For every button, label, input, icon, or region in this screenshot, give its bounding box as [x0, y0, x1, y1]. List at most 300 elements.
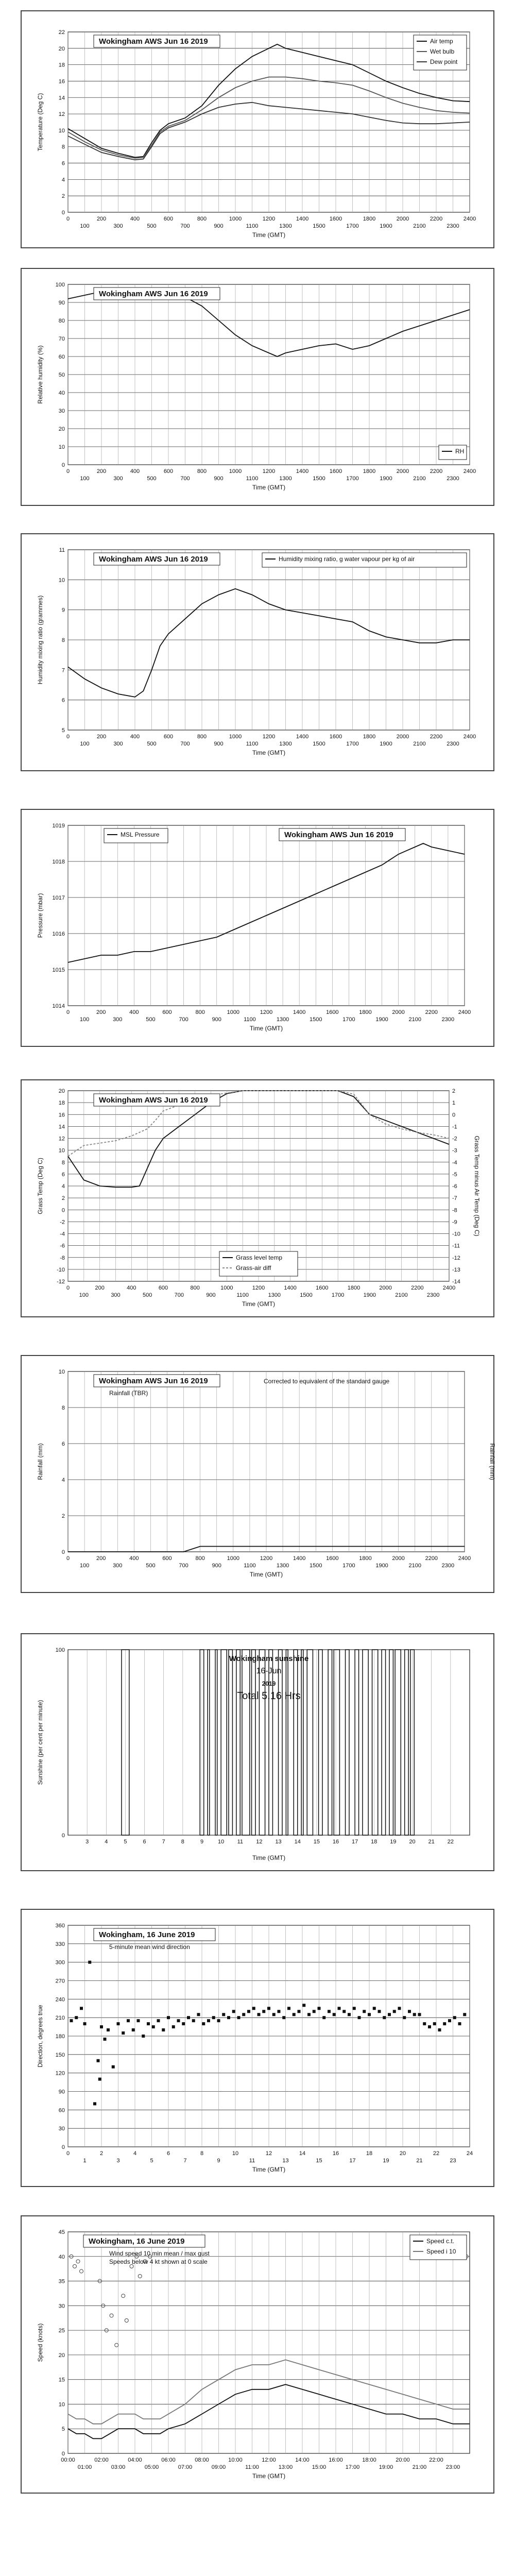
x-tick-label: 09:00 — [211, 2464, 226, 2470]
data-point — [83, 2022, 87, 2025]
x-tick-label: 200 — [95, 1285, 105, 1291]
x-tick-label: 07:00 — [178, 2464, 193, 2470]
x-tick-label: 14 — [294, 1839, 301, 1845]
y-tick-label: 0 — [61, 2451, 65, 2457]
x-tick-label: 400 — [127, 1285, 136, 1291]
y-tick-label: 6 — [61, 1171, 65, 1178]
x-tick-label: 3 — [116, 2158, 120, 2164]
data-point — [182, 2022, 185, 2025]
y-axis-label: Grass Temp (Deg C) — [37, 1158, 44, 1214]
y-axis-label: Pressure (mbar) — [37, 893, 44, 938]
x-tick-label: 1000 — [229, 216, 242, 222]
x-tick-label: 100 — [79, 1016, 90, 1023]
data-point — [418, 2013, 421, 2016]
x-tick-label: 14 — [299, 2150, 306, 2157]
x-tick-label: 11 — [249, 2158, 255, 2164]
x-tick-label: 12:00 — [262, 2457, 276, 2463]
chart-panel-humidity — [21, 268, 494, 506]
y-tick-label: 25 — [58, 2328, 65, 2334]
x-tick-label: 23:00 — [445, 2464, 460, 2470]
x-tick-label: 800 — [190, 1285, 200, 1291]
x-tick-label: 1300 — [276, 1563, 289, 1569]
x-tick-label: 1600 — [316, 1285, 329, 1291]
x-tick-label: 8 — [181, 1839, 184, 1845]
x-tick-label: 13 — [275, 1839, 282, 1845]
x-tick-label: 1400 — [284, 1285, 297, 1291]
x-tick-label: 300 — [113, 741, 123, 747]
y-right-tick-label: -11 — [452, 1243, 460, 1249]
x-tick-label: 16:00 — [329, 2457, 343, 2463]
y-tick-label: 40 — [58, 2253, 65, 2260]
data-point — [443, 2022, 446, 2025]
y-right-tick-label: -10 — [452, 1231, 460, 1238]
x-tick-label: 2200 — [425, 1555, 438, 1562]
data-point — [458, 2022, 461, 2025]
data-point — [167, 2016, 170, 2019]
data-point — [267, 2007, 270, 2010]
x-tick-label: 1700 — [346, 741, 359, 747]
legend-entry: RH — [455, 448, 465, 455]
data-point — [428, 2025, 431, 2028]
x-tick-label: 1800 — [347, 1285, 360, 1291]
x-tick-label: 2400 — [463, 734, 476, 740]
x-axis-label: Time (GMT) — [252, 231, 286, 239]
x-tick-label: 300 — [113, 223, 123, 229]
x-tick-label: 300 — [113, 1016, 123, 1023]
x-tick-label: 2100 — [413, 741, 426, 747]
y-axis-label: Relative humidity (%) — [37, 345, 44, 404]
data-point — [212, 2016, 215, 2019]
x-tick-label: 2100 — [408, 1016, 421, 1023]
x-tick-label: 100 — [79, 1563, 90, 1569]
data-point — [378, 2010, 381, 2013]
sunshine-total: Total 5.16 Hrs — [237, 1690, 301, 1702]
x-tick-label: 0 — [66, 2150, 70, 2157]
y-tick-label: 14 — [58, 1124, 65, 1130]
x-tick-label: 600 — [163, 216, 174, 222]
data-point — [438, 2028, 441, 2031]
y-tick-label: 0 — [61, 462, 65, 468]
x-tick-label: 1800 — [363, 468, 376, 474]
x-tick-label: 700 — [180, 741, 190, 747]
x-tick-label: 2400 — [442, 1285, 456, 1291]
chart-title: Wokingham AWS Jun 16 2019 — [99, 37, 208, 46]
x-tick-label: 1900 — [375, 1016, 388, 1023]
x-tick-label: 1500 — [310, 1563, 322, 1569]
x-tick-label: 400 — [130, 216, 140, 222]
x-tick-label: 06:00 — [161, 2457, 176, 2463]
y-right-tick-label: -7 — [452, 1195, 457, 1202]
y-tick-label: 0 — [61, 1207, 65, 1214]
y-tick-label: 16 — [58, 78, 65, 85]
y-tick-label: 6 — [61, 1441, 65, 1447]
chart-annotation: 2019 — [262, 1680, 276, 1687]
x-tick-label: 1700 — [346, 223, 359, 229]
x-tick-label: 2400 — [463, 468, 476, 474]
y-right-tick-label: -2 — [452, 1136, 457, 1142]
x-axis-label: Time (GMT) — [249, 1025, 283, 1032]
x-tick-label: 2000 — [396, 468, 409, 474]
y-tick-label: 9 — [61, 607, 65, 614]
chart-svg-6 — [22, 1634, 493, 1870]
legend-entry: Air temp — [430, 38, 453, 45]
y-tick-label: 180 — [55, 2033, 65, 2040]
chart-svg-4 — [22, 1080, 493, 1316]
chart-subtitle: Rainfall (TBR) — [109, 1389, 148, 1397]
data-point — [298, 2010, 301, 2013]
data-point — [97, 2059, 100, 2062]
x-tick-label: 1600 — [326, 1009, 339, 1015]
y-tick-label: 11 — [59, 547, 65, 553]
data-point — [358, 2016, 361, 2019]
x-tick-label: 2200 — [430, 734, 443, 740]
y-tick-label: 1019 — [52, 823, 65, 829]
data-point — [287, 2007, 290, 2010]
data-point — [107, 2028, 110, 2031]
x-tick-label: 400 — [130, 734, 140, 740]
chart-annotation: Speeds below 4 kt shown at 0 scale — [109, 2258, 208, 2265]
data-point — [207, 2019, 210, 2022]
y-tick-label: 210 — [55, 2015, 65, 2022]
y-tick-label: 270 — [55, 1978, 65, 1985]
chart-title: Wokingham AWS Jun 16 2019 — [99, 555, 208, 564]
x-axis-label: Time (GMT) — [252, 1854, 286, 1861]
data-point — [80, 2007, 83, 2010]
x-tick-label: 11 — [237, 1839, 243, 1845]
y-tick-label: 20 — [58, 2352, 65, 2359]
x-tick-label: 1500 — [313, 741, 325, 747]
data-point — [142, 2035, 145, 2038]
x-tick-label: 1100 — [244, 1563, 256, 1569]
y-tick-label: -8 — [60, 1255, 65, 1261]
x-tick-label: 1100 — [246, 741, 259, 747]
x-tick-label: 17 — [352, 1839, 358, 1845]
y-tick-label: 8 — [61, 637, 65, 643]
y-tick-label: 90 — [58, 300, 65, 306]
x-tick-label: 1800 — [359, 1555, 372, 1562]
y-tick-label: 4 — [61, 1477, 65, 1483]
chart-title: Wokingham, 16 June 2019 — [89, 2237, 185, 2246]
x-tick-label: 4 — [105, 1839, 108, 1845]
x-tick-label: 1100 — [246, 476, 259, 482]
data-point — [117, 2022, 120, 2025]
x-tick-label: 600 — [158, 1285, 168, 1291]
y-right-tick-label: -14 — [452, 1279, 460, 1285]
y-tick-label: 70 — [58, 336, 65, 342]
y-axis-label: Humidity mixing ratio (grammes) — [37, 595, 44, 685]
data-point — [328, 2010, 331, 2013]
y-tick-label: 30 — [58, 408, 65, 414]
data-point — [70, 2019, 73, 2022]
x-tick-label: 500 — [146, 1563, 156, 1569]
x-tick-label: 1700 — [342, 1563, 355, 1569]
data-point — [393, 2010, 396, 2013]
y-tick-label: 0 — [61, 210, 65, 216]
data-point — [147, 2022, 150, 2025]
data-point — [453, 2016, 456, 2019]
x-axis-label: Time (GMT) — [252, 2166, 286, 2173]
data-point — [363, 2010, 366, 2013]
data-point — [162, 2028, 165, 2031]
y-axis-label: Sunshine (per cent per minute) — [37, 1700, 44, 1785]
x-tick-label: 19:00 — [379, 2464, 393, 2470]
x-tick-label: 100 — [80, 476, 90, 482]
x-tick-label: 08:00 — [195, 2457, 209, 2463]
x-tick-label: 12 — [265, 2150, 272, 2157]
x-tick-label: 1400 — [296, 216, 309, 222]
data-point — [137, 2019, 140, 2022]
y-axis-label: Direction, degrees true — [37, 2005, 44, 2067]
x-tick-label: 8 — [200, 2150, 204, 2157]
x-tick-label: 900 — [206, 1292, 216, 1298]
y-tick-label: 90 — [58, 2089, 65, 2095]
x-tick-label: 1400 — [293, 1009, 306, 1015]
chart-title: Wokingham AWS Jun 16 2019 — [284, 831, 393, 839]
x-tick-label: 10 — [218, 1839, 225, 1845]
data-point — [368, 2013, 371, 2016]
legend-entry: Speed c.t. — [426, 2238, 455, 2245]
x-tick-label: 2100 — [413, 223, 426, 229]
data-point — [272, 2013, 276, 2016]
data-point — [373, 2007, 376, 2010]
legend-entry: Wet bulb — [430, 48, 455, 55]
y-tick-label: 1015 — [52, 967, 65, 973]
y-tick-label: 14 — [58, 95, 65, 101]
y-axis-label: Speed (knots) — [37, 2323, 44, 2362]
y-right-tick-label: -4 — [452, 1159, 457, 1166]
x-tick-label: 500 — [147, 476, 157, 482]
x-tick-label: 1600 — [326, 1555, 339, 1562]
x-tick-label: 1200 — [260, 1009, 273, 1015]
chart-panel-wind-speed — [21, 2215, 494, 2494]
data-point — [112, 2065, 115, 2069]
x-tick-label: 1300 — [279, 741, 292, 747]
x-tick-label: 22 — [447, 1839, 454, 1845]
x-axis-label: Time (GMT) — [252, 749, 286, 756]
chart-svg-7 — [22, 1910, 493, 2186]
x-tick-label: 04:00 — [128, 2457, 142, 2463]
x-axis-label: Time (GMT) — [252, 2472, 286, 2480]
chart-subtitle: 5-minute mean wind direction — [109, 1943, 190, 1951]
y-right-tick-label: -6 — [452, 1183, 457, 1190]
x-tick-label: 2100 — [408, 1563, 421, 1569]
x-tick-label: 700 — [174, 1292, 184, 1298]
y-tick-label: 2 — [61, 193, 65, 200]
x-tick-label: 13 — [282, 2158, 289, 2164]
x-tick-label: 21:00 — [412, 2464, 427, 2470]
legend-entry: Humidity mixing ratio, g water vapour per kg of air — [279, 555, 415, 563]
data-point — [433, 2022, 436, 2025]
y-tick-label: -4 — [60, 1231, 65, 1238]
x-tick-label: 100 — [80, 223, 90, 229]
x-tick-label: 19 — [383, 2158, 389, 2164]
y-tick-label: 6 — [61, 697, 65, 704]
x-tick-label: 2300 — [441, 1016, 455, 1023]
y-tick-label: 150 — [55, 2052, 65, 2058]
chart-panel-temperature — [21, 10, 494, 248]
chart-panel-pressure — [21, 809, 494, 1047]
chart-svg-5 — [22, 1356, 496, 1592]
data-point — [423, 2022, 426, 2025]
x-tick-label: 2 — [99, 2150, 104, 2157]
y-tick-label: 1017 — [52, 895, 65, 901]
data-point — [197, 2013, 200, 2016]
y-tick-label: 20 — [58, 1088, 65, 1094]
x-tick-label: 24 — [466, 2150, 473, 2157]
y-tick-label: 10 — [58, 577, 65, 584]
y-tick-label: 10 — [58, 444, 65, 450]
x-tick-label: 18 — [371, 1839, 377, 1845]
y-axis-label: Temperature (Deg C) — [37, 93, 44, 151]
x-tick-label: 2300 — [447, 476, 459, 482]
x-tick-label: 100 — [79, 1292, 89, 1298]
x-tick-label: 23 — [450, 2158, 456, 2164]
y-tick-label: 12 — [58, 111, 65, 118]
data-point — [127, 2019, 130, 2022]
data-point — [278, 2010, 281, 2013]
chart-svg-0 — [22, 11, 493, 247]
x-tick-label: 2200 — [411, 1285, 424, 1291]
y-tick-label: 6 — [61, 160, 65, 167]
legend-entry: Dew point — [430, 58, 458, 65]
x-tick-label: 1 — [83, 2158, 87, 2164]
data-point — [448, 2019, 451, 2022]
x-tick-label: 13:00 — [278, 2464, 293, 2470]
y-tick-label: 60 — [58, 2107, 65, 2114]
x-tick-label: 10 — [232, 2150, 239, 2157]
x-tick-label: 1600 — [329, 734, 342, 740]
y-tick-label: -12 — [57, 1279, 65, 1285]
data-point — [408, 2010, 411, 2013]
x-tick-label: 1200 — [262, 216, 276, 222]
x-tick-label: 2000 — [379, 1285, 392, 1291]
x-tick-label: 200 — [96, 734, 107, 740]
chart-panel-mixing-ratio — [21, 533, 494, 771]
x-tick-label: 21 — [416, 2158, 423, 2164]
x-tick-label: 400 — [129, 1555, 139, 1562]
x-tick-label: 900 — [214, 476, 224, 482]
data-point — [398, 2007, 401, 2010]
x-tick-label: 600 — [162, 1555, 172, 1562]
y-tick-label: 330 — [55, 1941, 65, 1947]
x-tick-label: 400 — [129, 1009, 139, 1015]
data-point — [232, 2010, 235, 2013]
data-point — [98, 2078, 101, 2081]
x-tick-label: 0 — [66, 734, 70, 740]
x-tick-label: 1900 — [375, 1563, 388, 1569]
x-tick-label: 2100 — [413, 476, 426, 482]
y-tick-label: 1018 — [52, 859, 65, 865]
data-point — [93, 2102, 96, 2105]
x-tick-label: 0 — [66, 1555, 70, 1562]
x-tick-label: 1200 — [262, 468, 276, 474]
x-tick-label: 22 — [433, 2150, 440, 2157]
y-tick-label: 20 — [58, 45, 65, 52]
y-tick-label: 80 — [58, 318, 65, 324]
x-tick-label: 05:00 — [144, 2464, 159, 2470]
y-right-tick-label: -13 — [452, 1266, 460, 1273]
y-tick-label: 4 — [61, 1183, 65, 1190]
x-tick-label: 19 — [390, 1839, 397, 1845]
x-tick-label: 2200 — [425, 1009, 438, 1015]
x-tick-label: 1500 — [300, 1292, 313, 1298]
data-point — [177, 2019, 180, 2022]
y-right-tick-label: -3 — [452, 1147, 457, 1154]
x-tick-label: 1700 — [342, 1016, 355, 1023]
x-tick-label: 17 — [349, 2158, 356, 2164]
data-point — [157, 2019, 160, 2022]
y-tick-label: 0 — [61, 1549, 65, 1555]
x-tick-label: 200 — [96, 1555, 106, 1562]
x-tick-label: 15 — [313, 1839, 320, 1845]
x-tick-label: 1300 — [276, 1016, 289, 1023]
y-tick-label: 10 — [58, 1369, 65, 1375]
y-tick-label: 20 — [58, 426, 65, 432]
x-tick-label: 500 — [147, 223, 157, 229]
x-tick-label: 01:00 — [77, 2464, 92, 2470]
x-tick-label: 1600 — [329, 468, 342, 474]
x-tick-label: 900 — [212, 1563, 221, 1569]
y-tick-label: 16 — [58, 1112, 65, 1118]
data-point — [227, 2016, 230, 2019]
x-tick-label: 7 — [162, 1839, 165, 1845]
x-tick-label: 400 — [130, 468, 140, 474]
y-tick-label: 18 — [58, 1100, 65, 1107]
x-tick-label: 300 — [113, 1563, 123, 1569]
x-tick-label: 0 — [66, 1009, 70, 1015]
x-tick-label: 00:00 — [61, 2457, 75, 2463]
chart-title: Wokingham AWS Jun 16 2019 — [99, 290, 208, 298]
y-tick-label: 10 — [58, 2401, 65, 2408]
x-tick-label: 6 — [143, 1839, 146, 1845]
data-point — [217, 2019, 220, 2022]
x-tick-label: 800 — [197, 216, 207, 222]
y-tick-label: 360 — [55, 1923, 65, 1929]
y-tick-label: -2 — [60, 1219, 65, 1226]
x-tick-label: 4 — [133, 2150, 137, 2157]
x-tick-label: 1700 — [346, 476, 359, 482]
y-tick-label: 0 — [61, 1833, 65, 1839]
chart-svg-3 — [22, 810, 493, 1046]
data-point — [192, 2019, 195, 2022]
data-point — [282, 2016, 285, 2019]
data-point — [237, 2016, 241, 2019]
x-tick-label: 700 — [180, 223, 190, 229]
y-tick-label: 60 — [58, 354, 65, 360]
x-tick-label: 2000 — [396, 734, 409, 740]
chart-svg-1 — [22, 269, 493, 505]
y-right-tick-label: -1 — [452, 1124, 457, 1130]
data-point — [318, 2007, 321, 2010]
y-tick-label: 10 — [58, 1147, 65, 1154]
y-tick-label: -10 — [57, 1266, 65, 1273]
y-tick-label: 7 — [61, 667, 65, 674]
x-tick-label: 1800 — [363, 216, 376, 222]
data-point — [262, 2010, 265, 2013]
data-point — [100, 2025, 103, 2028]
x-tick-label: 2400 — [463, 216, 476, 222]
chart-title: Wokingham sunshine — [229, 1654, 309, 1663]
x-tick-label: 6 — [166, 2150, 170, 2157]
x-tick-label: 1500 — [313, 223, 325, 229]
y-tick-label: 10 — [58, 127, 65, 134]
legend-entry: Grass-air diff — [236, 1264, 271, 1272]
data-point — [413, 2013, 416, 2016]
y-right-tick-label: -8 — [452, 1207, 457, 1214]
y-tick-label: 2 — [61, 1513, 65, 1519]
y-tick-label: 120 — [55, 2070, 65, 2077]
data-point — [247, 2010, 250, 2013]
